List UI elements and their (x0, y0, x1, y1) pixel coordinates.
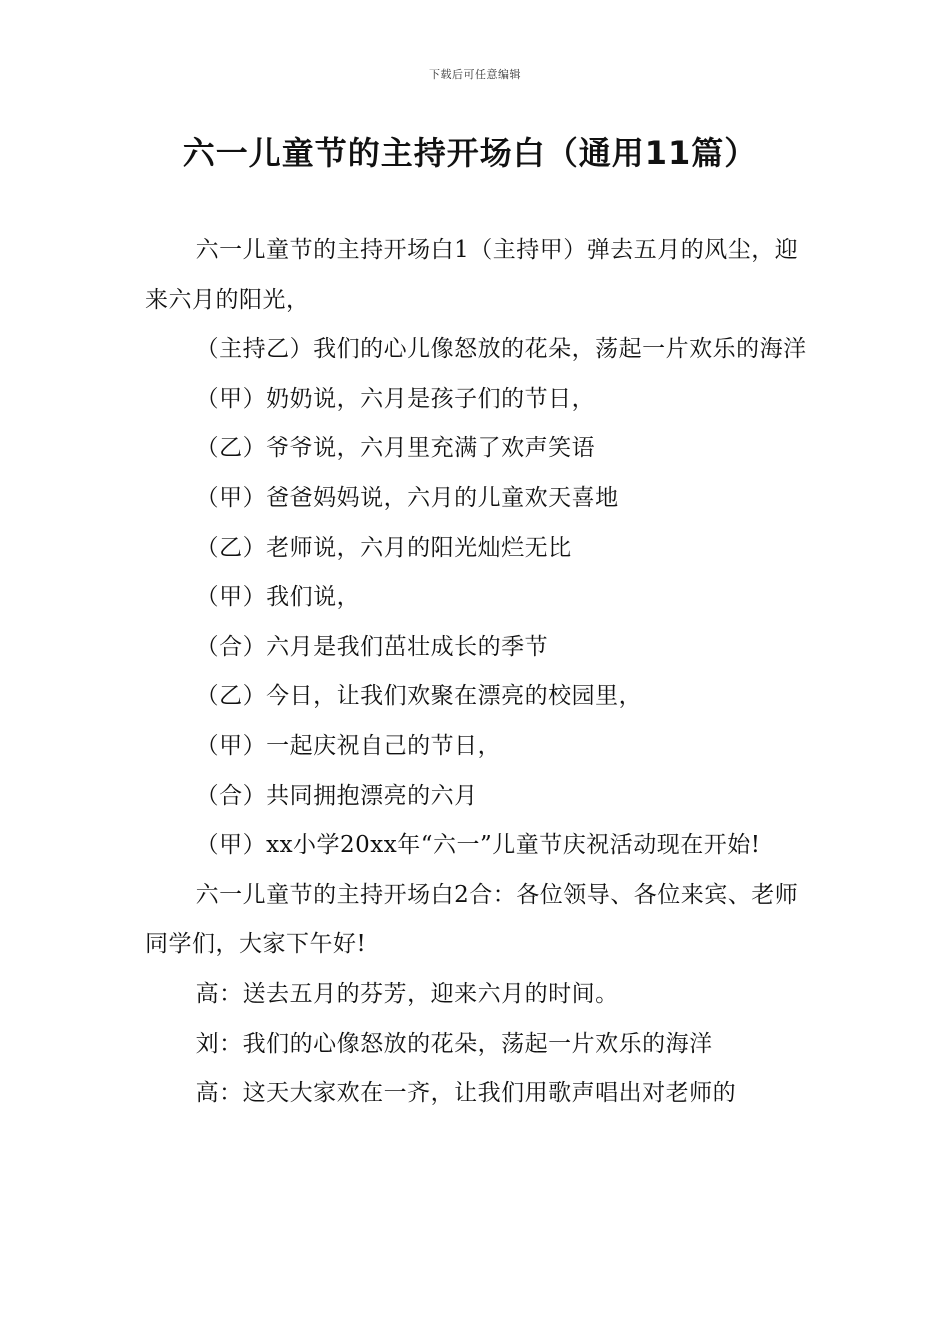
paragraph: （甲）xx小学20xx年“六一”儿童节庆祝活动现在开始! (195, 832, 761, 859)
paragraph: （甲）奶奶说，六月是孩子们的节日， (195, 385, 596, 412)
paragraph: （乙）今日，让我们欢聚在漂亮的校园里， (195, 683, 643, 710)
paragraph: （合）共同拥抱漂亮的六月 (195, 782, 478, 809)
paragraph: 六一儿童节的主持开场白2合：各位领导、各位来宾、老师同学们，大家下午好! (145, 881, 799, 958)
paragraph: （甲）一起庆祝自己的节日， (195, 732, 502, 759)
paragraph: （乙）爷爷说，六月里充满了欢声笑语 (195, 435, 596, 462)
paragraph: （甲）爸爸妈妈说，六月的儿童欢天喜地 (195, 484, 619, 511)
paragraph: 六一儿童节的主持开场白1（主持甲）弹去五月的风尘，迎来六月的阳光， (145, 237, 799, 313)
paragraph: 高：这天大家欢在一齐，让我们用歌声唱出对老师的 (195, 1080, 737, 1107)
paragraph: （合）六月是我们茁壮成长的季节 (195, 633, 549, 660)
paragraph: （乙）老师说，六月的阳光灿烂无比 (195, 534, 572, 561)
paragraph: 高：送去五月的芬芳，迎来六月的时间。 (195, 980, 619, 1007)
paragraph: 刘：我们的心像怒放的花朵，荡起一片欢乐的海洋 (195, 1030, 713, 1057)
paragraph: （主持乙）我们的心儿像怒放的花朵，荡起一片欢乐的海洋 (195, 336, 807, 363)
document-body (145, 226, 815, 1119)
document-title: 六一儿童节的主持开场白（通用11篇） (182, 134, 758, 172)
header-note: 下载后可任意编辑 (429, 68, 521, 81)
paragraph: （甲）我们说， (195, 584, 361, 611)
